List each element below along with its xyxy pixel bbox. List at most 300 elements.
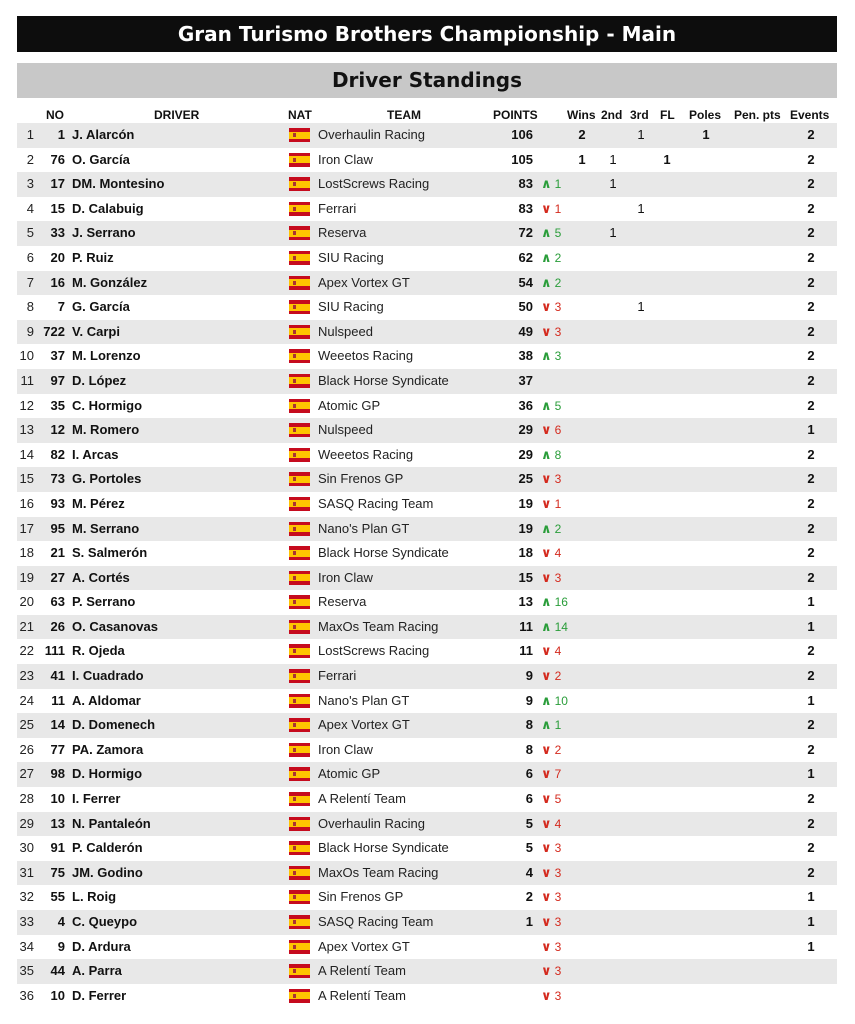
points-cell: 19 xyxy=(518,495,533,511)
driver-name-cell: DM. Montesino xyxy=(72,176,165,192)
position-cell: 26 xyxy=(19,741,34,757)
position-change-value: 3 xyxy=(554,324,562,339)
header-3rd: 3rd xyxy=(630,108,649,122)
position-change xyxy=(541,271,561,296)
points-cell: 19 xyxy=(518,520,533,536)
driver-name-cell: R. Ojeda xyxy=(72,643,125,659)
position-cell: 20 xyxy=(19,594,34,610)
table-row xyxy=(17,271,837,296)
arrow-down-icon: ∨ xyxy=(541,422,552,438)
spain-flag-icon xyxy=(289,497,310,511)
car-number-cell: 91 xyxy=(50,840,65,856)
car-number-cell: 75 xyxy=(50,864,65,880)
position-change xyxy=(541,344,561,369)
standings-table xyxy=(17,123,837,1008)
events-cell: 2 xyxy=(807,815,815,831)
fastest-lap-cell: 1 xyxy=(663,151,671,167)
events-cell: 2 xyxy=(807,372,815,388)
driver-name-cell: PA. Zamora xyxy=(72,741,144,757)
events-cell: 2 xyxy=(807,176,815,192)
position-cell: 7 xyxy=(26,274,34,290)
points-cell: 9 xyxy=(525,668,533,684)
arrow-up-icon: ∧ xyxy=(541,446,552,462)
position-change xyxy=(541,935,561,960)
position-cell: 4 xyxy=(26,200,34,216)
table-row xyxy=(17,664,837,689)
team-name-cell: SASQ Racing Team xyxy=(318,495,434,511)
spain-flag-icon xyxy=(289,595,310,609)
position-change-value: 14 xyxy=(554,619,568,634)
position-change xyxy=(541,467,561,492)
header-events: Events xyxy=(790,108,830,122)
events-cell: 2 xyxy=(807,717,815,733)
spain-flag-icon xyxy=(289,866,310,880)
driver-name-cell: I. Arcas xyxy=(72,446,119,462)
position-cell: 28 xyxy=(19,791,34,807)
points-cell: 62 xyxy=(518,249,533,265)
driver-name-cell: I. Ferrer xyxy=(72,791,121,807)
points-cell: 106 xyxy=(511,127,533,142)
driver-name-cell: M. Pérez xyxy=(72,495,125,511)
team-name-cell: Nulspeed xyxy=(318,422,373,438)
team-name-cell: Atomic GP xyxy=(318,397,381,413)
spain-flag-icon xyxy=(289,817,310,831)
team-name-cell: LostScrews Racing xyxy=(318,176,430,192)
table-header xyxy=(17,107,837,123)
position-cell: 17 xyxy=(19,520,34,536)
car-number-cell: 111 xyxy=(44,643,65,659)
team-name-cell: A Relentí Team xyxy=(318,963,406,979)
poles-cell: 1 xyxy=(702,127,710,142)
car-number-cell: 33 xyxy=(50,225,65,241)
team-name-cell: Apex Vortex GT xyxy=(318,938,410,954)
events-cell: 1 xyxy=(807,422,815,438)
points-cell: 49 xyxy=(518,323,533,339)
position-change xyxy=(541,566,561,591)
position-change-value: 10 xyxy=(554,693,568,708)
position-change xyxy=(541,713,561,738)
team-name-cell: Weeetos Racing xyxy=(318,446,414,462)
events-cell: 2 xyxy=(807,200,815,216)
events-cell: 2 xyxy=(807,323,815,339)
points-cell: 29 xyxy=(518,422,533,438)
car-number-cell: 10 xyxy=(50,987,65,1003)
third-places-cell: 1 xyxy=(637,299,645,315)
position-cell: 10 xyxy=(19,348,34,364)
arrow-up-icon: ∧ xyxy=(541,348,552,364)
position-change xyxy=(541,517,561,542)
driver-name-cell: A. Parra xyxy=(72,963,122,979)
position-change xyxy=(541,787,561,812)
arrow-down-icon: ∨ xyxy=(541,545,552,561)
points-cell: 38 xyxy=(518,348,533,364)
position-change-value: 4 xyxy=(554,644,562,659)
position-cell: 13 xyxy=(19,422,34,438)
points-cell: 8 xyxy=(525,717,533,733)
events-cell: 2 xyxy=(807,274,815,290)
position-change xyxy=(541,443,561,468)
position-cell: 6 xyxy=(26,249,34,265)
team-name-cell: Overhaulin Racing xyxy=(318,127,425,142)
position-cell: 18 xyxy=(19,545,34,561)
wins-cell: 2 xyxy=(578,127,586,142)
car-number-cell: 26 xyxy=(50,618,65,634)
arrow-up-icon: ∧ xyxy=(541,618,552,634)
position-change xyxy=(541,590,568,615)
table-row xyxy=(17,885,837,910)
points-cell: 15 xyxy=(518,569,533,585)
driver-name-cell: D. Calabuig xyxy=(72,200,144,216)
spain-flag-icon xyxy=(289,669,310,683)
events-cell: 1 xyxy=(807,618,815,634)
arrow-down-icon: ∨ xyxy=(541,299,552,315)
arrow-down-icon: ∨ xyxy=(541,815,552,831)
points-cell: 8 xyxy=(525,741,533,757)
points-cell: 83 xyxy=(518,200,533,216)
position-change-value: 2 xyxy=(554,742,562,757)
events-cell: 2 xyxy=(807,520,815,536)
table-row xyxy=(17,566,837,591)
driver-name-cell: V. Carpi xyxy=(72,323,120,339)
driver-name-cell: D. López xyxy=(72,372,127,388)
table-row xyxy=(17,984,837,1009)
table-row xyxy=(17,836,837,861)
team-name-cell: Apex Vortex GT xyxy=(318,717,410,733)
spain-flag-icon xyxy=(289,153,310,167)
car-number-cell: 10 xyxy=(50,791,65,807)
spain-flag-icon xyxy=(289,177,310,191)
position-change xyxy=(541,689,568,714)
position-change xyxy=(541,320,561,345)
position-cell: 30 xyxy=(19,840,34,856)
car-number-cell: 73 xyxy=(50,471,65,487)
table-row xyxy=(17,344,837,369)
table-row xyxy=(17,172,837,197)
position-cell: 16 xyxy=(19,495,34,511)
team-name-cell: Black Horse Syndicate xyxy=(318,372,449,388)
arrow-down-icon: ∨ xyxy=(541,840,552,856)
points-cell: 4 xyxy=(525,864,533,880)
arrow-down-icon: ∨ xyxy=(541,569,552,585)
arrow-down-icon: ∨ xyxy=(541,741,552,757)
arrow-down-icon: ∨ xyxy=(541,987,552,1003)
team-name-cell: Apex Vortex GT xyxy=(318,274,410,290)
events-cell: 1 xyxy=(807,692,815,708)
table-row xyxy=(17,935,837,960)
team-name-cell: Iron Claw xyxy=(318,741,373,757)
points-cell: 5 xyxy=(525,815,533,831)
position-change xyxy=(541,959,561,984)
table-row xyxy=(17,517,837,542)
position-cell: 19 xyxy=(19,569,34,585)
position-change-value: 3 xyxy=(554,988,562,1003)
events-cell: 2 xyxy=(807,840,815,856)
header-poles: Poles xyxy=(689,108,722,122)
points-cell: 25 xyxy=(518,471,533,487)
events-cell: 1 xyxy=(807,914,815,929)
events-cell: 2 xyxy=(807,225,815,241)
driver-name-cell: S. Salmerón xyxy=(72,545,148,561)
team-name-cell: Iron Claw xyxy=(318,151,373,167)
second-places-cell: 1 xyxy=(609,176,617,192)
table-row xyxy=(17,320,837,345)
spain-flag-icon xyxy=(289,767,310,781)
position-change xyxy=(541,836,561,861)
events-cell: 2 xyxy=(807,569,815,585)
driver-name-cell: M. González xyxy=(72,274,148,290)
header-2nd: 2nd xyxy=(601,108,623,122)
header-pen-pts: Pen. pts xyxy=(734,108,781,122)
driver-name-cell: A. Cortés xyxy=(72,569,130,585)
position-change xyxy=(541,910,561,935)
header-driver: DRIVER xyxy=(154,108,200,122)
position-change xyxy=(541,221,561,246)
events-cell: 1 xyxy=(807,938,815,954)
arrow-up-icon: ∧ xyxy=(541,274,552,290)
arrow-down-icon: ∨ xyxy=(541,495,552,511)
arrow-up-icon: ∧ xyxy=(541,594,552,610)
position-cell: 31 xyxy=(19,864,34,880)
car-number-cell: 97 xyxy=(50,372,65,388)
arrow-up-icon: ∧ xyxy=(541,692,552,708)
driver-name-cell: C. Queypo xyxy=(72,914,138,929)
wins-cell: 1 xyxy=(578,151,586,167)
position-change xyxy=(541,197,561,222)
driver-name-cell: P. Calderón xyxy=(72,840,143,856)
team-name-cell: Nano's Plan GT xyxy=(318,692,410,708)
position-cell: 25 xyxy=(19,717,34,733)
arrow-up-icon: ∧ xyxy=(541,225,552,241)
team-name-cell: A Relentí Team xyxy=(318,987,406,1003)
car-number-cell: 13 xyxy=(50,815,65,831)
events-cell: 1 xyxy=(807,594,815,610)
position-change xyxy=(541,738,561,763)
position-change-value: 2 xyxy=(554,275,562,290)
spain-flag-icon xyxy=(289,399,310,413)
position-change xyxy=(541,615,568,640)
table-row xyxy=(17,492,837,517)
events-cell: 2 xyxy=(807,348,815,364)
events-cell: 1 xyxy=(807,889,815,905)
car-number-cell: 7 xyxy=(57,299,65,315)
driver-name-cell: G. Portoles xyxy=(72,471,142,487)
arrow-down-icon: ∨ xyxy=(541,791,552,807)
position-change xyxy=(541,246,561,271)
position-change-value: 3 xyxy=(554,964,562,979)
points-cell: 5 xyxy=(525,840,533,856)
team-name-cell: Ferrari xyxy=(318,668,357,684)
position-cell: 35 xyxy=(19,963,34,979)
table-row xyxy=(17,295,837,320)
position-change-value: 3 xyxy=(554,472,562,487)
spain-flag-icon xyxy=(289,546,310,560)
car-number-cell: 12 xyxy=(50,422,65,438)
position-change-value: 3 xyxy=(554,349,562,364)
points-cell: 2 xyxy=(525,889,533,905)
table-row xyxy=(17,197,837,222)
driver-name-cell: O. Casanovas xyxy=(72,618,158,634)
spain-flag-icon xyxy=(289,226,310,240)
driver-name-cell: N. Pantaleón xyxy=(72,815,151,831)
team-name-cell: Nulspeed xyxy=(318,323,373,339)
points-cell: 13 xyxy=(518,594,533,610)
events-cell: 2 xyxy=(807,864,815,880)
team-name-cell: Sin Frenos GP xyxy=(318,471,404,487)
driver-name-cell: M. Lorenzo xyxy=(72,348,141,364)
position-cell: 22 xyxy=(19,643,34,659)
events-cell: 2 xyxy=(807,127,815,142)
driver-name-cell: D. Domenech xyxy=(72,717,156,733)
position-change xyxy=(541,541,561,566)
spain-flag-icon xyxy=(289,940,310,954)
position-cell: 2 xyxy=(26,151,34,167)
points-cell: 37 xyxy=(518,372,533,388)
position-cell: 23 xyxy=(19,668,34,684)
table-row xyxy=(17,689,837,714)
table-row xyxy=(17,762,837,787)
spain-flag-icon xyxy=(289,718,310,732)
points-cell: 50 xyxy=(518,299,533,315)
points-cell: 11 xyxy=(519,643,533,659)
table-row xyxy=(17,467,837,492)
position-cell: 11 xyxy=(20,372,34,388)
arrow-up-icon: ∧ xyxy=(541,249,552,265)
position-change xyxy=(541,984,561,1009)
table-row xyxy=(17,443,837,468)
arrow-down-icon: ∨ xyxy=(541,643,552,659)
position-cell: 14 xyxy=(19,446,34,462)
header-points: POINTS xyxy=(493,108,538,122)
position-change-value: 2 xyxy=(554,250,562,265)
points-cell: 18 xyxy=(518,545,533,561)
position-change-value: 7 xyxy=(554,767,562,782)
spain-flag-icon xyxy=(289,694,310,708)
car-number-cell: 27 xyxy=(50,569,65,585)
header-no: NO xyxy=(46,108,64,122)
arrow-up-icon: ∧ xyxy=(541,520,552,536)
arrow-up-icon: ∧ xyxy=(541,397,552,413)
driver-name-cell: M. Romero xyxy=(72,422,140,438)
spain-flag-icon xyxy=(289,841,310,855)
events-cell: 1 xyxy=(807,766,815,782)
points-cell: 83 xyxy=(518,176,533,192)
arrow-down-icon: ∨ xyxy=(541,864,552,880)
header-fl: FL xyxy=(660,108,675,122)
team-name-cell: MaxOs Team Racing xyxy=(318,618,439,634)
page-title: Gran Turismo Brothers Championship - Main xyxy=(17,16,837,52)
header-nat: NAT xyxy=(288,108,312,122)
team-name-cell: Black Horse Syndicate xyxy=(318,840,449,856)
car-number-cell: 15 xyxy=(50,200,65,216)
position-change xyxy=(541,295,561,320)
spain-flag-icon xyxy=(289,251,310,265)
arrow-down-icon: ∨ xyxy=(541,766,552,782)
points-cell: 36 xyxy=(518,397,533,413)
team-name-cell: SASQ Racing Team xyxy=(318,914,434,929)
position-cell: 32 xyxy=(19,889,34,905)
car-number-cell: 77 xyxy=(50,741,65,757)
position-change-value: 1 xyxy=(554,718,562,733)
events-cell: 2 xyxy=(807,151,815,167)
position-change xyxy=(541,762,561,787)
spain-flag-icon xyxy=(289,448,310,462)
driver-name-cell: M. Serrano xyxy=(72,520,140,536)
car-number-cell: 63 xyxy=(50,594,65,610)
events-cell: 2 xyxy=(807,791,815,807)
points-cell: 9 xyxy=(525,692,533,708)
driver-name-cell: G. García xyxy=(72,299,130,315)
spain-flag-icon xyxy=(289,792,310,806)
spain-flag-icon xyxy=(289,349,310,363)
team-name-cell: A Relentí Team xyxy=(318,791,406,807)
table-row xyxy=(17,738,837,763)
car-number-cell: 9 xyxy=(57,938,65,954)
second-places-cell: 1 xyxy=(609,225,617,241)
header-wins: Wins xyxy=(567,108,596,122)
table-row xyxy=(17,861,837,886)
spain-flag-icon xyxy=(289,644,310,658)
team-name-cell: Overhaulin Racing xyxy=(318,815,425,831)
team-name-cell: Iron Claw xyxy=(318,569,373,585)
spain-flag-icon xyxy=(289,964,310,978)
events-cell: 2 xyxy=(807,495,815,511)
car-number-cell: 76 xyxy=(50,151,65,167)
spain-flag-icon xyxy=(289,300,310,314)
driver-name-cell: D. Ferrer xyxy=(72,987,127,1003)
table-row xyxy=(17,394,837,419)
spain-flag-icon xyxy=(289,276,310,290)
spain-flag-icon xyxy=(289,423,310,437)
position-cell: 5 xyxy=(26,225,34,241)
position-change-value: 3 xyxy=(554,865,562,880)
position-change-value: 3 xyxy=(554,915,562,929)
points-cell: 6 xyxy=(525,791,533,807)
points-cell: 1 xyxy=(525,914,533,929)
section-title: Driver Standings xyxy=(17,63,837,98)
spain-flag-icon xyxy=(289,128,310,142)
team-name-cell: Black Horse Syndicate xyxy=(318,545,449,561)
arrow-down-icon: ∨ xyxy=(541,200,552,216)
table-row xyxy=(17,910,837,935)
spain-flag-icon xyxy=(289,325,310,339)
position-change-value: 3 xyxy=(554,300,562,315)
table-row xyxy=(17,713,837,738)
position-change xyxy=(541,885,561,910)
car-number-cell: 95 xyxy=(50,520,65,536)
car-number-cell: 21 xyxy=(50,545,65,561)
arrow-down-icon: ∨ xyxy=(541,471,552,487)
team-name-cell: Atomic GP xyxy=(318,766,381,782)
points-cell: 72 xyxy=(518,225,533,241)
second-places-cell: 1 xyxy=(609,151,617,167)
driver-name-cell: J. Serrano xyxy=(72,225,136,241)
position-change xyxy=(541,394,561,419)
arrow-down-icon: ∨ xyxy=(541,963,552,979)
arrow-down-icon: ∨ xyxy=(541,668,552,684)
position-change xyxy=(541,639,561,664)
position-change-value: 1 xyxy=(554,201,562,216)
team-name-cell: LostScrews Racing xyxy=(318,643,430,659)
position-cell: 12 xyxy=(19,397,34,413)
team-name-cell: SIU Racing xyxy=(318,299,384,315)
position-change-value: 5 xyxy=(554,398,562,413)
position-change xyxy=(541,418,561,443)
events-cell: 2 xyxy=(807,249,815,265)
spain-flag-icon xyxy=(289,472,310,486)
table-row xyxy=(17,812,837,837)
table-row xyxy=(17,148,837,173)
events-cell: 2 xyxy=(807,471,815,487)
